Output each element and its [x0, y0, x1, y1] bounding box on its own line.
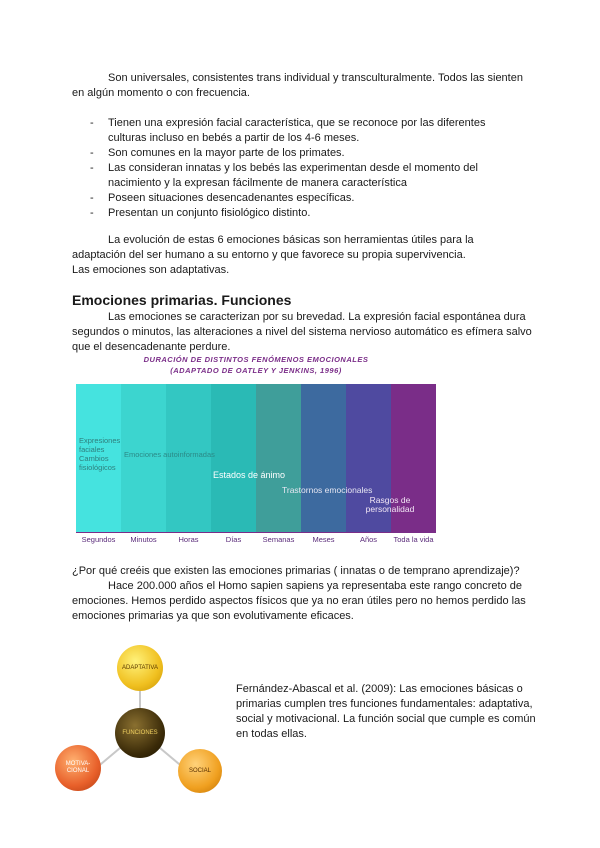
duration-band [256, 384, 301, 532]
social-node: SOCIAL [178, 749, 222, 793]
time-tick-label: Años [359, 535, 378, 544]
question-text: ¿Por qué creéis que existen las emociones primarias ( innatas o de temprano aprendizaje)? [72, 565, 520, 577]
time-tick-label: Segundos [81, 535, 116, 544]
section-heading: Emociones primarias. Funciones [72, 292, 292, 308]
chart-subtitle: (ADAPTADO DE OATLEY Y JENKINS, 1996) [170, 366, 342, 375]
time-tick-label: Minutos [130, 535, 157, 544]
list-item: - Tienen una expresión facial característica, que se reconoce por las diferentes culturas incluso en bebés a partir de los 4-6 meses. [90, 117, 486, 144]
citation-paragraph: Fernández-Abascal et al. (2009): Las emociones básicas o primarias cumplen tres funciones fundamentales: adaptativa, social y motivacional. La función social que cumple es común en todas ellas. [236, 683, 536, 740]
time-tick-label: Días [225, 535, 242, 544]
time-tick-label: Toda la vida [393, 535, 434, 544]
section-paragraph: Las emociones se caracterizan por su brevedad. La expresión facial espontánea dura segundos o minutos, las alteraciones a nivel del sistema nervioso automático es efímera salvo que el desencadenante perdure. [72, 311, 532, 353]
adaptive-statement: Las emociones son adaptativas. [72, 264, 230, 276]
list-item: - Poseen situaciones desencadenantes específicas. [90, 192, 355, 204]
characteristics-list [90, 116, 510, 221]
phenomenon-label: Trastornos emocionales [282, 485, 373, 495]
list-item: - Presentan un conjunto fisiológico distinto. [90, 207, 311, 219]
chart-title: DURACIÓN DE DISTINTOS FENÓMENOS EMOCIONALES [143, 355, 369, 364]
phenomenon-label: Expresiones faciales Cambios fisiológicos [79, 436, 121, 472]
time-tick-label: Horas [178, 535, 199, 544]
time-tick-label: Semanas [262, 535, 295, 544]
duration-chart [76, 352, 436, 548]
time-axis [76, 532, 436, 533]
list-item: - Son comunes en la mayor parte de los primates. [90, 147, 345, 159]
funciones-center-node: FUNCIONES [115, 708, 165, 758]
phenomenon-label: Rasgos de personalidad [365, 495, 415, 514]
phenomenon-label: Estados de ánimo [213, 470, 286, 480]
intro-paragraph: Son universales, consistentes trans individual y transculturalmente. Todos las sienten en algún momento o con frecuencia. [72, 72, 523, 99]
time-tick-label: Meses [312, 535, 335, 544]
duration-band [301, 384, 346, 532]
evolution-paragraph: La evolución de estas 6 emociones básicas son herramientas útiles para la adaptación del ser humano a su entorno y que favorece su propia supervivencia. [72, 234, 474, 261]
adaptativa-node: ADAPTATIVA [117, 645, 163, 691]
history-paragraph: Hace 200.000 años el Homo sapien sapiens ya representaba este rango concreto de emociones. Hemos perdido aspectos físicos que ya no eran útiles pero no hemos perdido las emociones primarias ya que son evolutivamente eficaces. [72, 580, 526, 622]
motivacional-node: MOTIVA-CIONAL [55, 745, 101, 791]
phenomenon-label: Emociones autoinformadas [124, 450, 215, 459]
list-item: - Las consideran innatas y los bebés las experimentan desde el momento del nacimiento y la expresan fácilmente de manera característica [90, 162, 478, 189]
